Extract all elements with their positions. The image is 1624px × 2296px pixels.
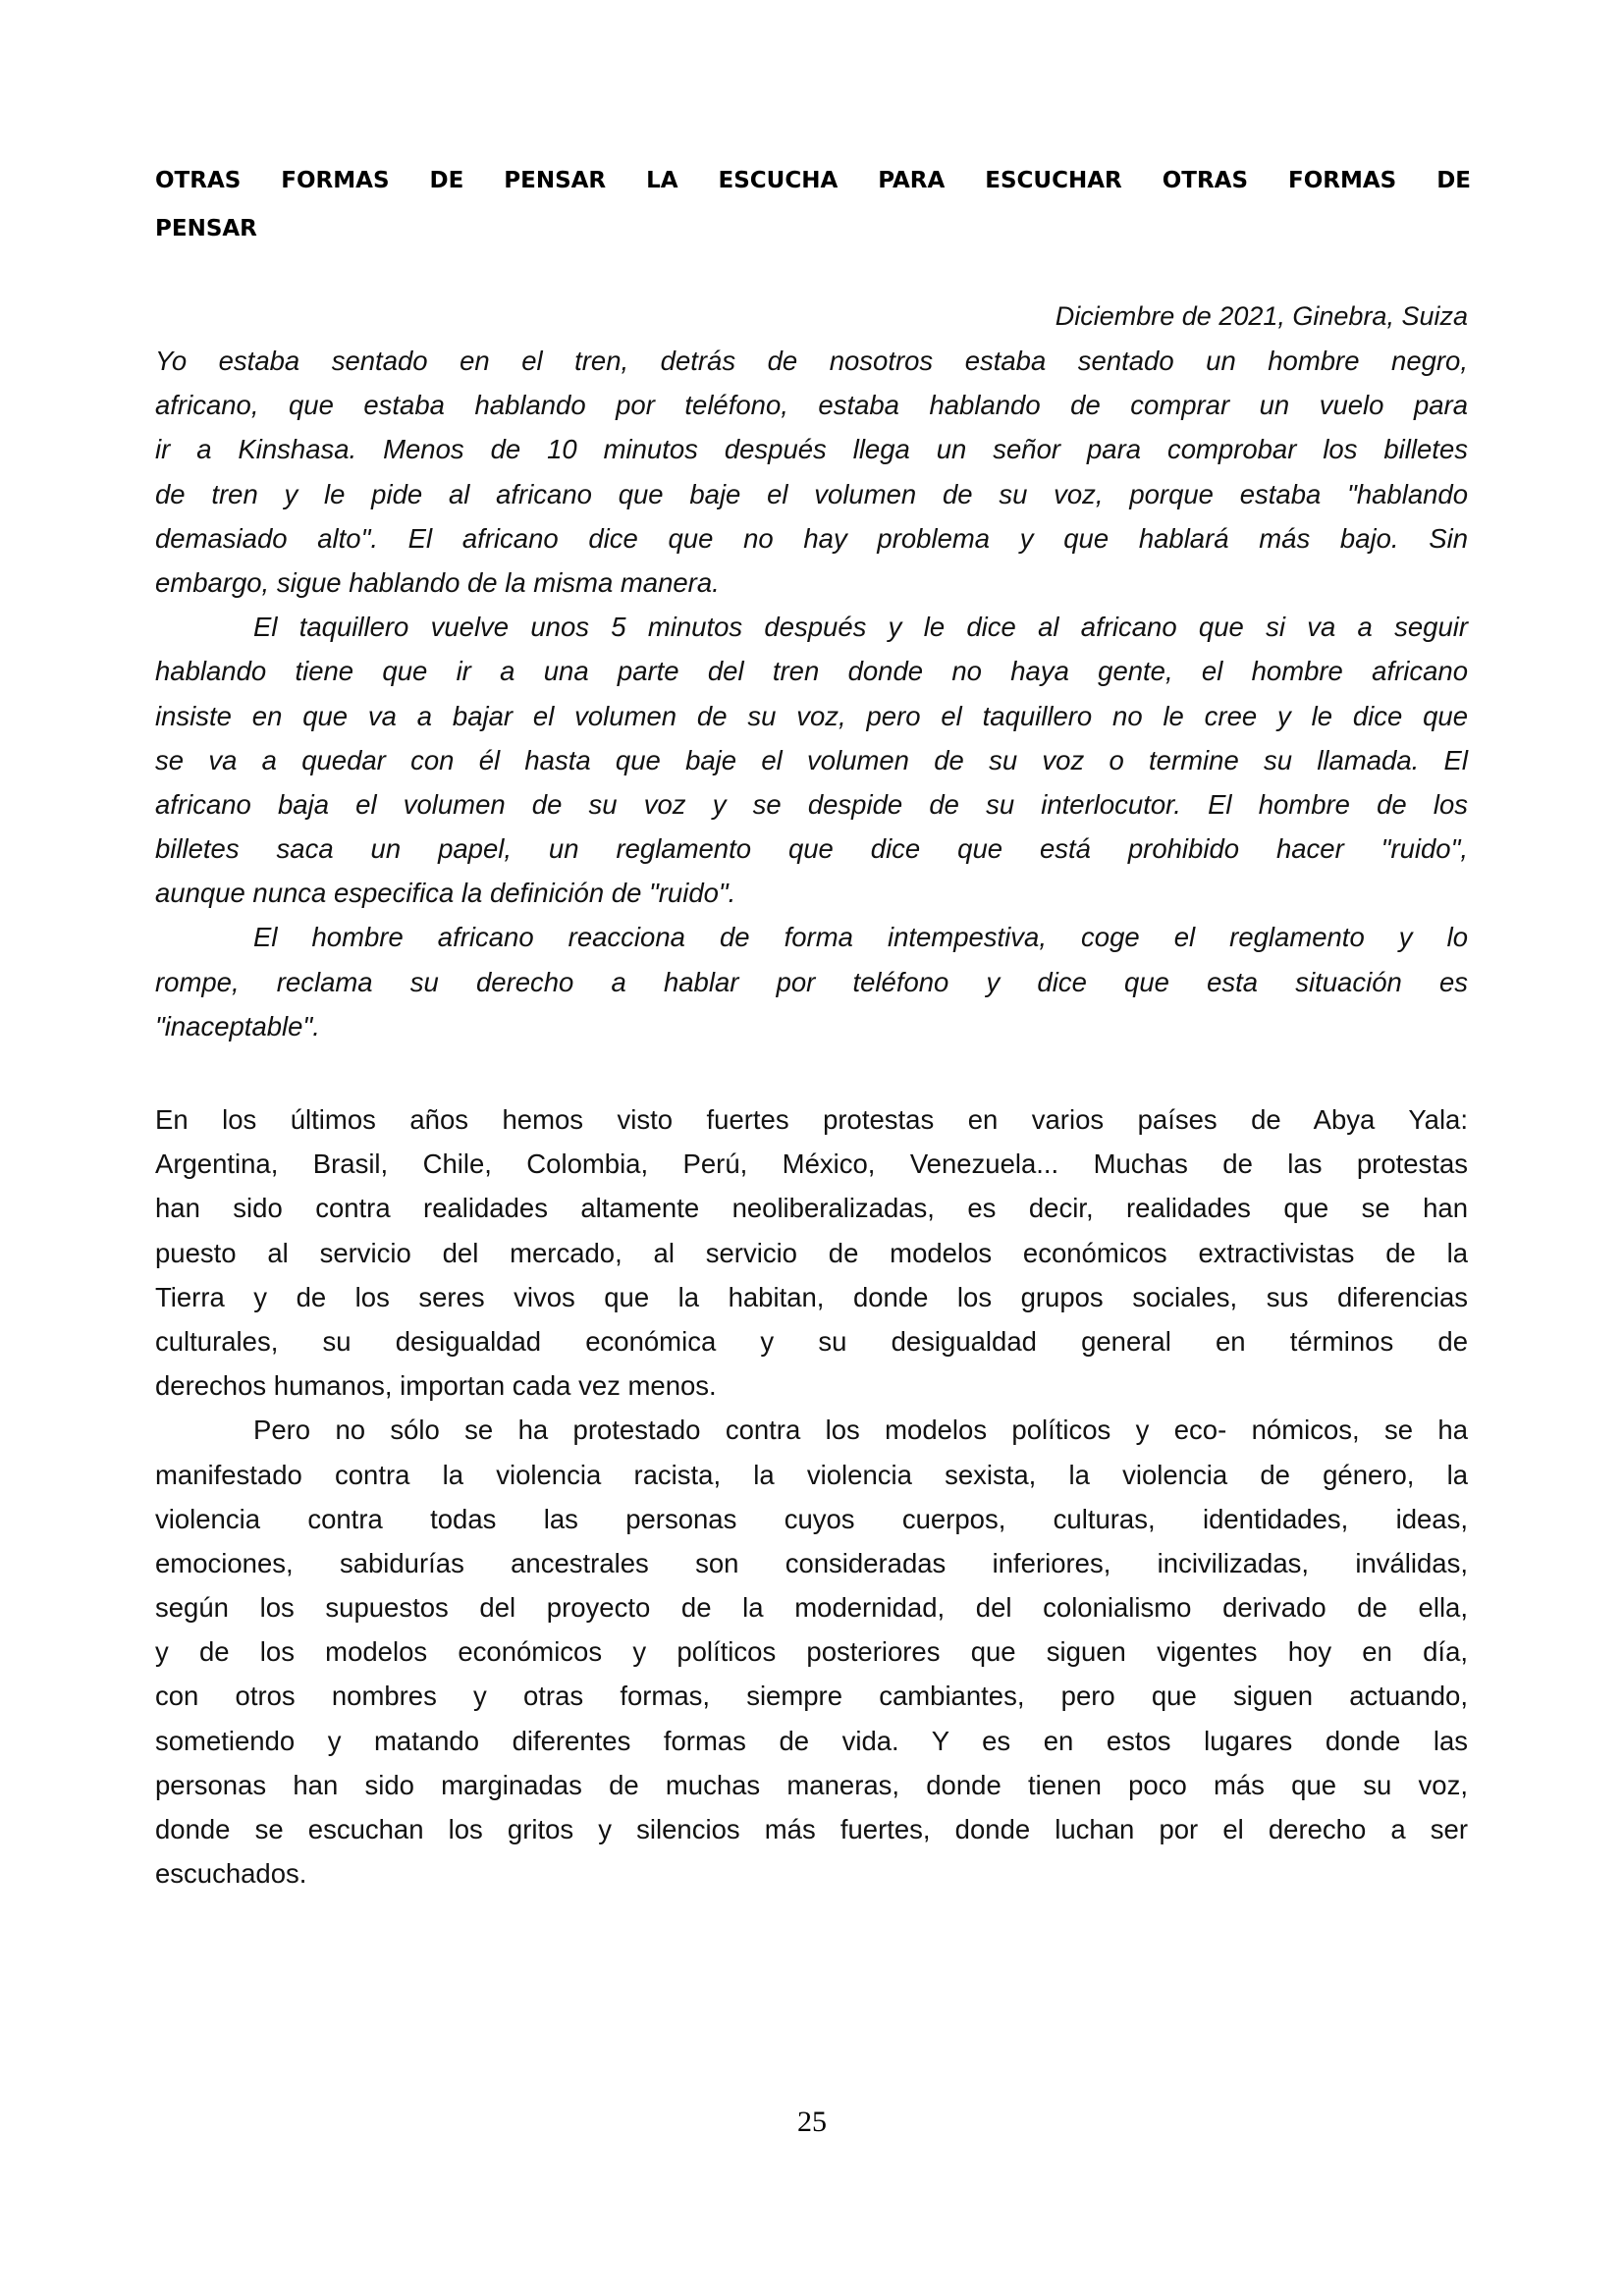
narrative-anecdote (155, 339, 1468, 1048)
heading-line: PENSAR (155, 216, 257, 241)
text-line: se va a quedar con él hasta que baje el volumen de su voz o termine su llamada. El (155, 744, 1468, 775)
text-line: culturales, su desigualdad económica y su desigualdad general en términos de (155, 1325, 1468, 1357)
page-number: 25 (797, 2106, 827, 2138)
text-line: demasiado alto". El africano dice que no hay problema y que hablará más bajo. Sin (155, 522, 1468, 554)
text-line: de tren y le pide al africano que baje el volumen de su voz, porque estaba "hablando (155, 478, 1468, 509)
text-line: Tierra y de los seres vivos que la habitan, donde los grupos sociales, sus diferencias (155, 1281, 1468, 1312)
text-line: insiste en que va a bajar el volumen de su voz, pero el taquillero no le cree y le dice que (155, 700, 1468, 731)
text-line: Yo estaba sentado en el tren, detrás de nosotros estaba sentado un hombre negro, (155, 346, 1468, 376)
dateline: Diciembre de 2021, Ginebra, Suiza (1055, 301, 1468, 331)
text-line: En los últimos años hemos visto fuertes protestas en varios países de Abya Yala: (155, 1104, 1468, 1135)
text-line: africano baja el volumen de su voz y se despide de su interlocutor. El hombre de los (155, 788, 1468, 820)
text-line: Argentina, Brasil, Chile, Colombia, Perú, México, Venezuela... Muchas de las protestas (155, 1148, 1468, 1180)
text-line: personas han sido marginadas de muchas maneras, donde tienen poco más que su voz, (155, 1769, 1468, 1800)
text-line: emociones, sabidurías ancestrales son consideradas inferiores, incivilizadas, inválidas, (155, 1547, 1468, 1578)
chapter-heading (155, 157, 1471, 253)
text-line: puesto al servicio del mercado, al servicio de modelos económicos extractivistas de la (155, 1237, 1468, 1268)
text-line: sometiendo y matando diferentes formas de vida. Y es en estos lugares donde las (155, 1725, 1468, 1756)
text-line: con otros nombres y otras formas, siempre cambiantes, pero que siguen actuando, (155, 1681, 1468, 1712)
text-line: donde se escuchan los gritos y silencios más fuertes, donde luchan por el derecho a ser (155, 1814, 1468, 1844)
text-line: El hombre africano reacciona de forma intempestiva, coge el reglamento y lo (253, 922, 1468, 953)
text-line: rompe, reclama su derecho a hablar por teléfono y dice que esta situación es (155, 966, 1468, 997)
text-line: escuchados. (155, 1858, 307, 1890)
text-line: violencia contra todas las personas cuyos cuerpos, culturas, identidades, ideas, (155, 1503, 1468, 1534)
text-line: han sido contra realidades altamente neoliberalizadas, es decir, realidades que se han (155, 1193, 1468, 1224)
text-line: aunque nunca especifica la definición de "ruido". (155, 878, 736, 909)
text-line: según los supuestos del proyecto de la modernidad, del colonialismo derivado de ella, (155, 1592, 1468, 1624)
heading-line: OTRAS FORMAS DE PENSAR LA ESCUCHA PARA ESCUCHAR OTRAS FORMAS DE (155, 168, 1471, 193)
text-line: billetes saca un papel, un reglamento que dice que está prohibido hacer "ruido", (155, 833, 1468, 865)
text-line: Pero no sólo se ha protestado contra los modelos políticos y eco- nómicos, se ha (253, 1415, 1468, 1446)
text-line: manifestado contra la violencia racista, la violencia sexista, la violencia de género, la (155, 1459, 1468, 1490)
text-line: africano, que estaba hablando por teléfono, estaba hablando de comprar un vuelo para (155, 390, 1468, 421)
text-line: embargo, sigue hablando de la misma manera. (155, 566, 720, 598)
essay-body (155, 1097, 1468, 1896)
text-line: derechos humanos, importan cada vez menos. (155, 1370, 717, 1402)
text-line: ir a Kinshasa. Menos de 10 minutos después llega un señor para comprobar los billetes (155, 434, 1468, 465)
text-line: El taquillero vuelve unos 5 minutos después y le dice al africano que si va a seguir (253, 612, 1468, 643)
text-line: y de los modelos económicos y políticos posteriores que siguen vigentes hoy en día, (155, 1636, 1468, 1668)
text-line: "inaceptable". (155, 1010, 320, 1041)
text-line: hablando tiene que ir a una parte del tren donde no haya gente, el hombre africano (155, 656, 1468, 687)
